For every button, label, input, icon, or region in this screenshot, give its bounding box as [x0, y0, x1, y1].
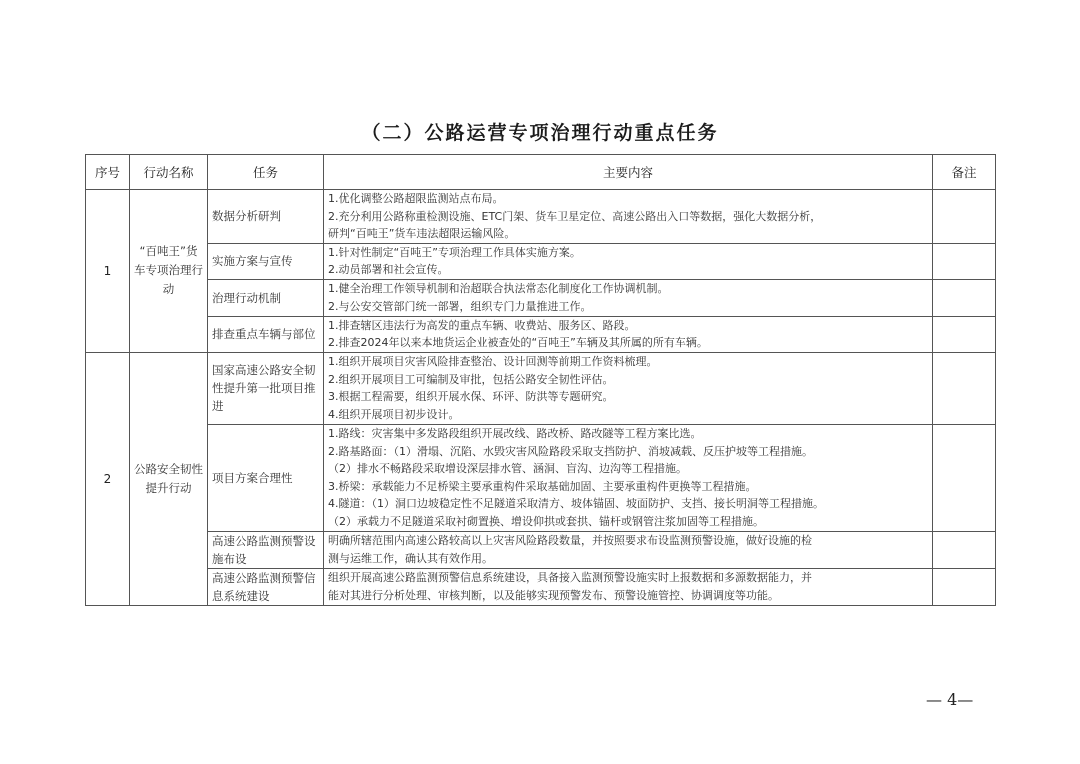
content-line: 1.路线：灾害集中多发路段组织开展改线、路改桥、路改隧等工程方案比选。	[328, 427, 702, 440]
task-name: 项目方案合理性	[208, 424, 324, 531]
header-task: 任务	[208, 155, 324, 190]
task-name: 国家高速公路安全韧性提升第一批项目推进	[208, 352, 324, 424]
content-line: （2）承载力不足隧道采取衬砌置换、增设仰拱或套拱、锚杆或钢管注浆加固等工程措施。	[328, 514, 764, 528]
content-line: 4.组织开展项目初步设计。	[328, 407, 460, 421]
task-content	[324, 568, 933, 605]
task-remark	[933, 424, 996, 531]
table-header-row	[86, 155, 996, 190]
content-line: 1.优化调整公路超限监测站点布局。	[328, 192, 504, 205]
task-remark	[933, 190, 996, 244]
content-line: 明确所辖范围内高速公路较高以上灾害风险路段数量，并按照要求布设监测预警设施，做好设施的检	[328, 534, 812, 547]
table-row	[86, 352, 996, 424]
task-remark	[933, 279, 996, 316]
task-remark	[933, 531, 996, 568]
task-name: 数据分析研判	[208, 190, 324, 244]
content-line: 1.排查辖区违法行为高发的重点车辆、收费站、服务区、路段。	[328, 318, 636, 332]
page-title: （二）公路运营专项治理行动重点任务	[361, 122, 719, 144]
content-line: 3.桥梁：承载能力不足桥梁主要承重构件采取基础加固、主要承重构件更换等工程措施。	[328, 479, 757, 493]
content-line: 测与运维工作，确认其有效作用。	[328, 551, 493, 565]
task-remark	[933, 316, 996, 352]
header-number: 序号	[86, 155, 130, 190]
task-name: 实施方案与宣传	[208, 243, 324, 279]
task-remark	[933, 243, 996, 279]
content-line: 1.组织开展项目灾害风险排查整治、设计回测等前期工作资料梳理。	[328, 355, 658, 368]
content-line: 2.充分利用公路称重检测设施、ETC门架、货车卫星定位、高速公路出入口等数据，强化大数据分析，	[328, 209, 822, 223]
page-number: — 4—	[926, 690, 974, 709]
task-content	[324, 531, 933, 568]
task-content	[324, 316, 933, 352]
content-line: 2.动员部署和社会宣传。	[328, 263, 449, 276]
content-line: 1.健全治理工作领导机制和治超联合执法常态化制度化工作协调机制。	[328, 282, 669, 295]
content-line: 2.组织开展项目工可编制及审批，包括公路安全韧性评估。	[328, 372, 614, 386]
table-row	[86, 531, 996, 568]
content-line: 2.与公安交管部门统一部署，组织专门力量推进工作。	[328, 299, 592, 313]
action-name: “百吨王”货车专项治理行动	[130, 190, 208, 353]
task-content	[324, 190, 933, 244]
header-main-content: 主要内容	[324, 155, 933, 190]
header-action-name: 行动名称	[130, 155, 208, 190]
table-row	[86, 568, 996, 605]
content-line: （2）排水不畅路段采取增设深层排水管、涵洞、盲沟、边沟等工程措施。	[328, 462, 687, 475]
table-row	[86, 279, 996, 316]
task-content	[324, 352, 933, 424]
task-content	[324, 279, 933, 316]
content-line: 组织开展高速公路监测预警信息系统建设，具备接入监测预警设施实时上报数据和多源数据能力，并	[328, 571, 812, 584]
content-line: 能对其进行分析处理、审核判断，以及能够实现预警发布、预警设施管控、协调调度等功能。	[328, 588, 779, 602]
action-name: 公路安全韧性提升行动	[130, 352, 208, 605]
content-line: 2.排查2024年以来本地货运企业被查处的“百吨王”车辆及其所属的所有车辆。	[328, 336, 708, 349]
task-name: 高速公路监测预警设施布设	[208, 531, 324, 568]
header-remark: 备注	[933, 155, 996, 190]
task-remark	[933, 568, 996, 605]
task-content	[324, 424, 933, 531]
task-name: 治理行动机制	[208, 279, 324, 316]
content-line: 4.隧道：（1）洞口边坡稳定性不足隧道采取清方、坡体锚固、坡面防护、支挡、接长明洞等工程措施。	[328, 497, 824, 510]
content-line: 研判“百吨王”货车违法超限运输风险。	[328, 227, 516, 240]
table-row	[86, 316, 996, 352]
task-content	[324, 243, 933, 279]
row-number: 2	[86, 352, 130, 605]
content-line: 2.路基路面：（1）滑塌、沉陷、水毁灾害风险路段采取支挡防护、消坡减载、反压护坡等工程措施。	[328, 444, 813, 458]
task-name: 高速公路监测预警信息系统建设	[208, 568, 324, 605]
task-remark	[933, 352, 996, 424]
table-row	[86, 243, 996, 279]
content-line: 1.针对性制定“百吨王”专项治理工作具体实施方案。	[328, 245, 581, 259]
row-number: 1	[86, 190, 130, 353]
key-tasks-table	[85, 154, 996, 606]
task-name: 排查重点车辆与部位	[208, 316, 324, 352]
table-row	[86, 424, 996, 531]
table-row	[86, 190, 996, 244]
content-line: 3.根据工程需要，组织开展水保、环评、防洪等专题研究。	[328, 390, 614, 403]
